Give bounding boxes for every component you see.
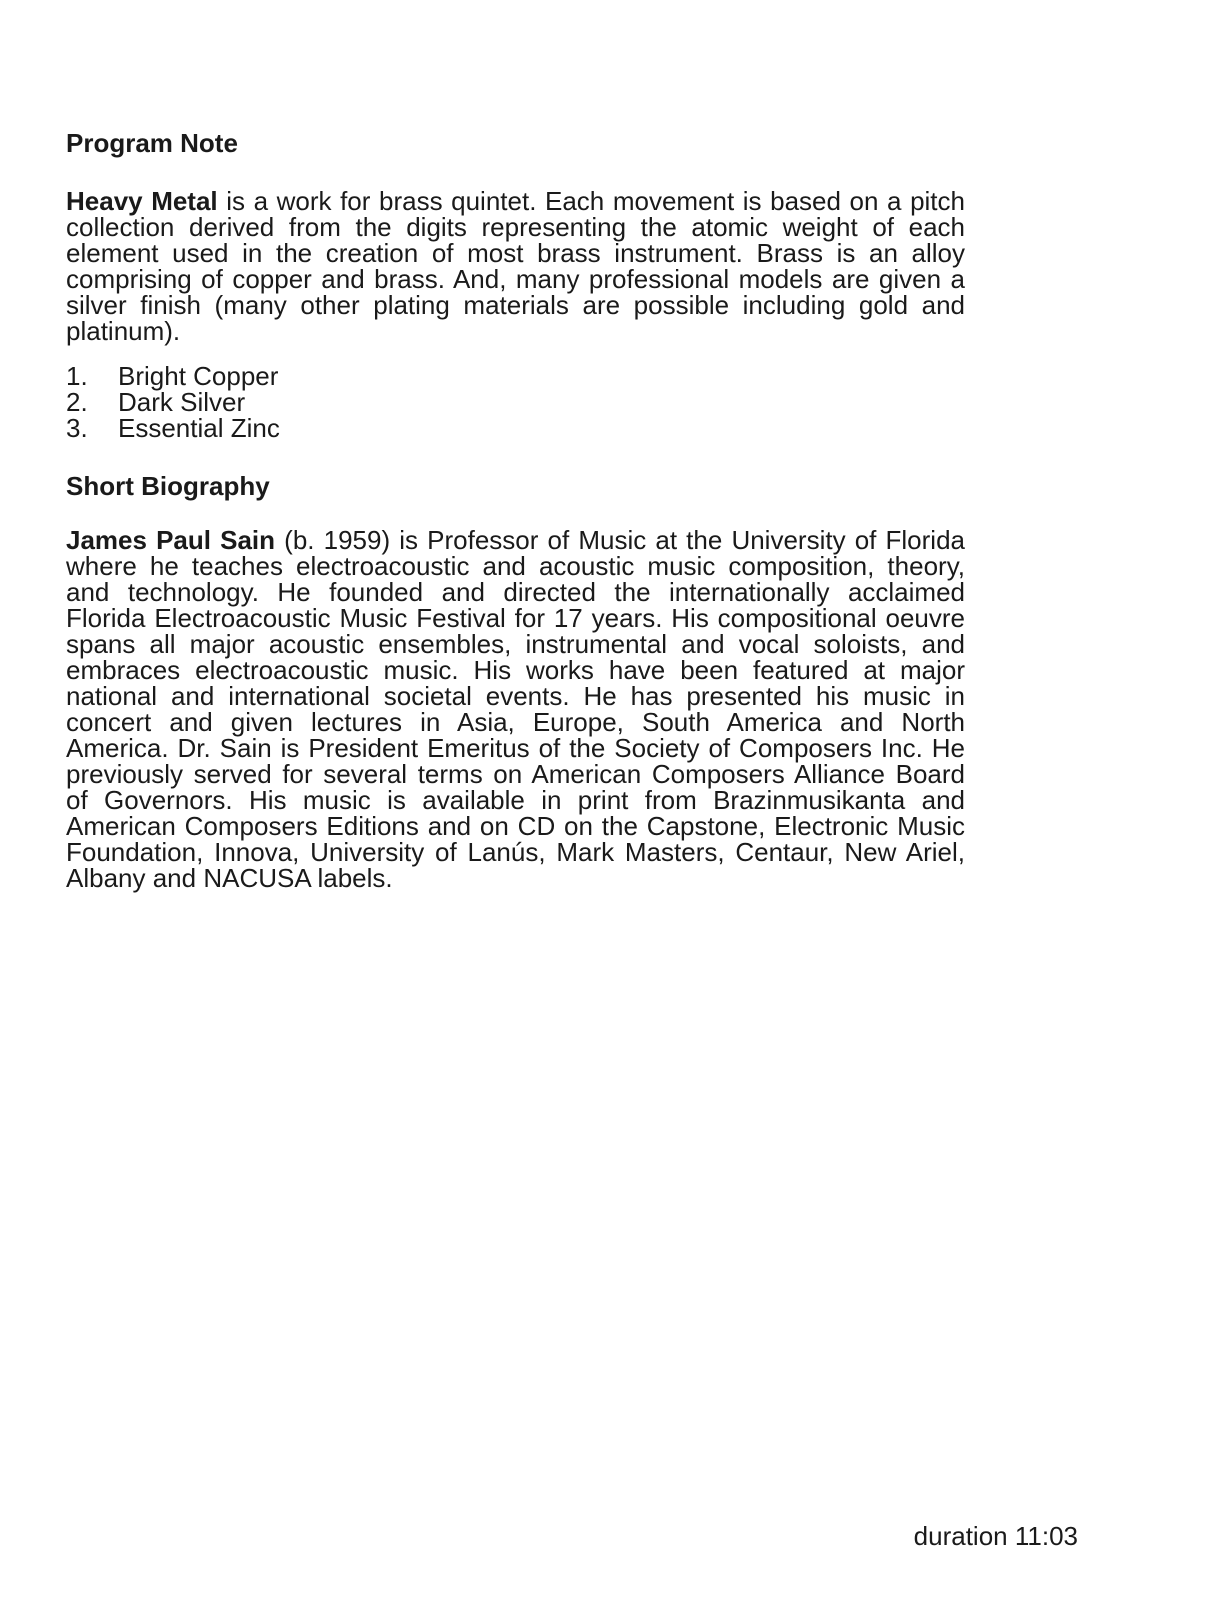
text-line: previously served for several terms on American Composers Alliance Board [66, 759, 965, 789]
movement-item [66, 363, 965, 389]
text-line: spans all major acoustic ensembles, instrumental and vocal soloists, and [66, 629, 965, 659]
bold-lead-text: Heavy Metal [66, 186, 218, 216]
text-line: Heavy Metal is a work for brass quintet. Each movement is based on a pitch [66, 186, 965, 216]
text-line: Florida Electroacoustic Music Festival for 17 years. His compositional oeuvre [66, 603, 965, 633]
program-note-heading: Program Note [66, 128, 238, 158]
movement-item [66, 415, 965, 441]
page-content [66, 130, 965, 891]
bold-lead-text: James Paul Sain [66, 525, 276, 555]
movement-title: Bright Copper [118, 361, 279, 391]
movement-title: Essential Zinc [118, 413, 280, 443]
text-line: and technology. He founded and directed the internationally acclaimed [66, 577, 965, 607]
text-line: element used in the creation of most brass instrument. Brass is an alloy [66, 238, 965, 268]
text-line: Albany and NACUSA labels. [66, 863, 393, 893]
program-note-paragraph [66, 188, 965, 344]
short-biography-heading: Short Biography [66, 471, 270, 501]
movement-item [66, 389, 965, 415]
text-line: silver finish (many other plating materials are possible including gold and [66, 290, 965, 320]
text-line: national and international societal events. He has presented his music in [66, 681, 965, 711]
duration-note: duration 11:03 [913, 1521, 1078, 1551]
text-line: where he teaches electroacoustic and acoustic music composition, theory, [66, 551, 965, 581]
text-line: collection derived from the digits representing the atomic weight of each [66, 212, 965, 242]
text-line: of Governors. His music is available in print from Brazinmusikanta and [66, 785, 965, 815]
text-line: comprising of copper and brass. And, many professional models are given a [66, 264, 965, 294]
movement-title: Dark Silver [118, 387, 246, 417]
movements-list [66, 363, 965, 441]
movement-number: 2. [66, 387, 88, 417]
text-line: America. Dr. Sain is President Emeritus of the Society of Composers Inc. He [66, 733, 965, 763]
text-line: American Composers Editions and on CD on the Capstone, Electronic Music [66, 811, 965, 841]
text-line: embraces electroacoustic music. His works have been featured at major [66, 655, 965, 685]
text-line: Foundation, Innova, University of Lanús, Mark Masters, Centaur, New Ariel, [66, 837, 965, 867]
movement-number: 1. [66, 361, 88, 391]
biography-paragraph [66, 527, 965, 891]
text-line: James Paul Sain (b. 1959) is Professor of Music at the University of Florida [66, 525, 965, 555]
text-line: platinum). [66, 316, 181, 346]
movement-number: 3. [66, 413, 88, 443]
text-line: concert and given lectures in Asia, Europe, South America and North [66, 707, 965, 737]
